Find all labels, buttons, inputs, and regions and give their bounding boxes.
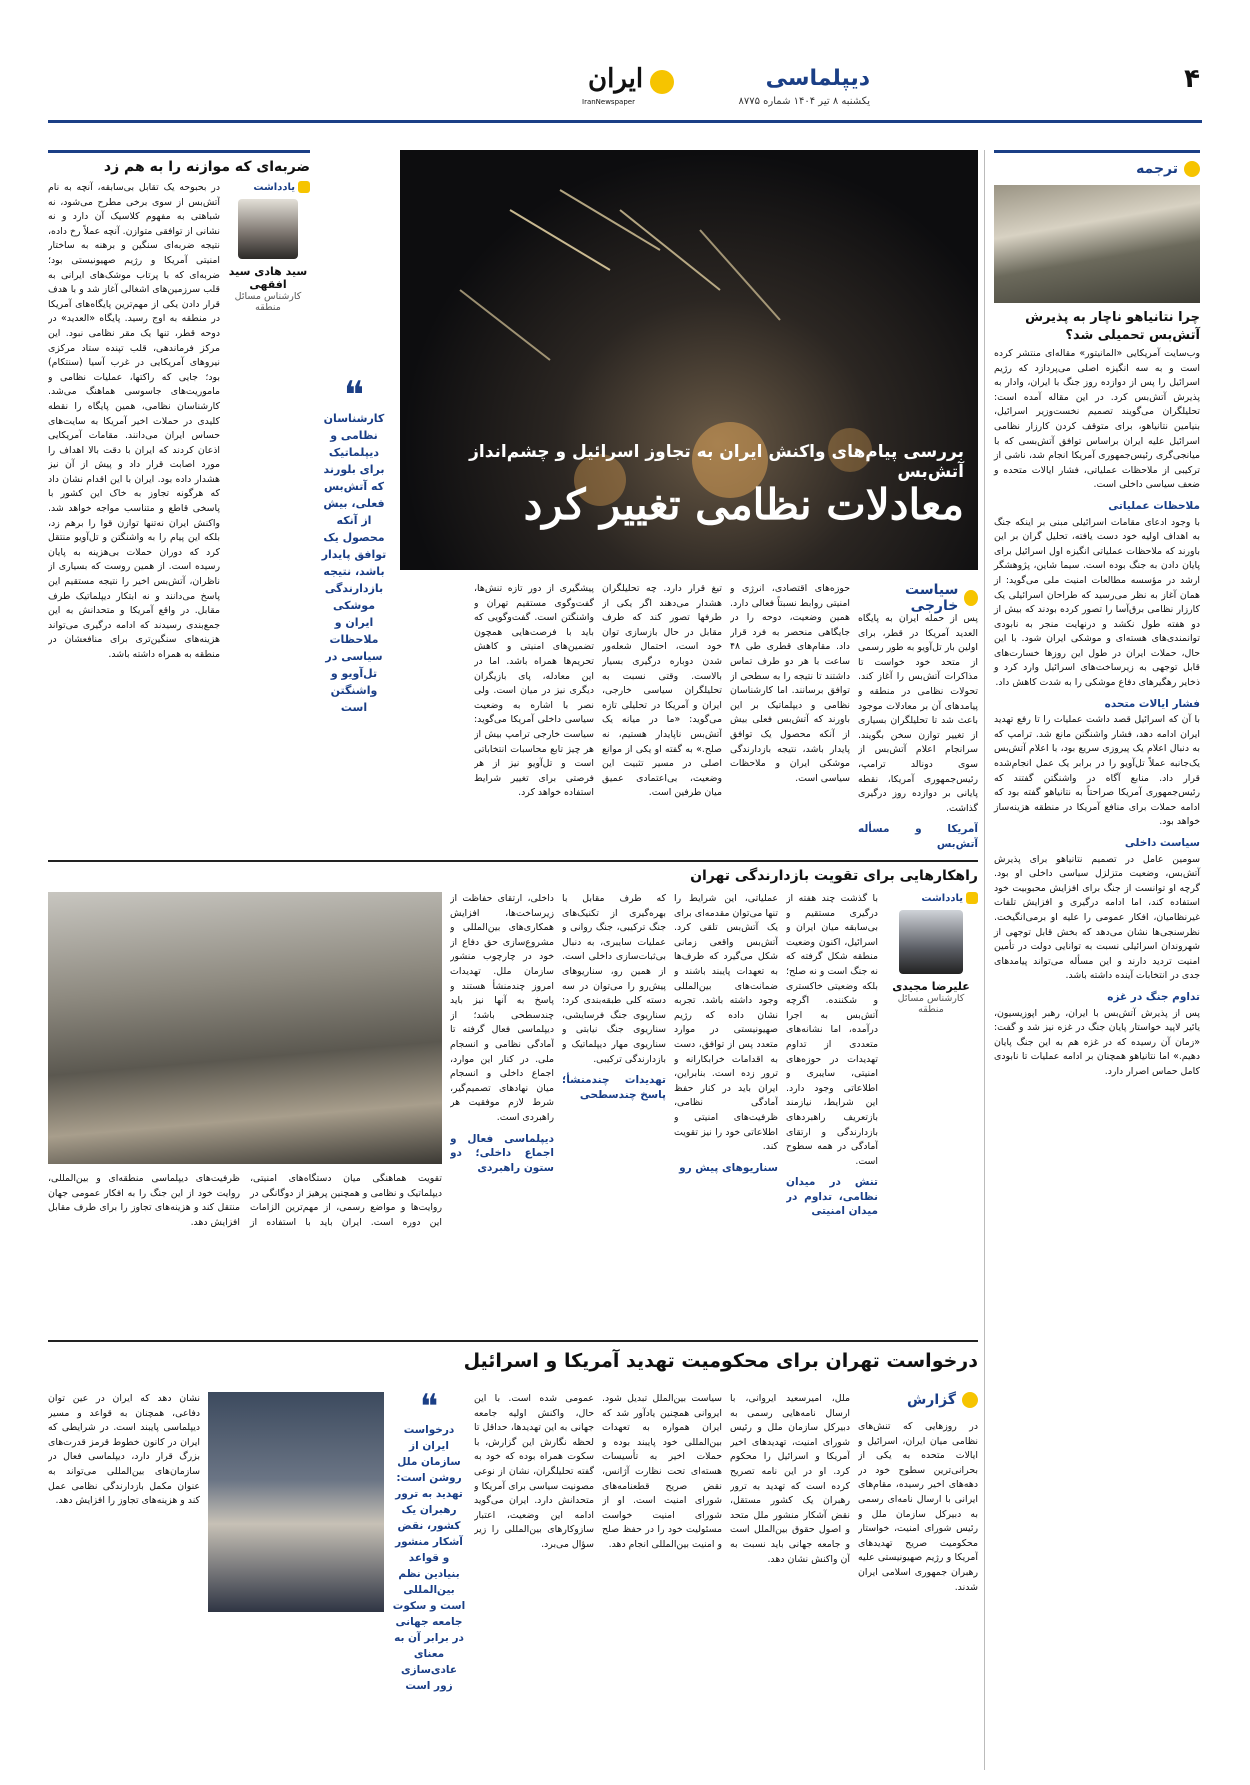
editorial-top-author: یادداشت سید هادی سید افقهی کارشناس مسائل منطقه xyxy=(226,181,310,851)
note-icon xyxy=(298,181,310,193)
editorial-top xyxy=(48,150,310,870)
avatar xyxy=(238,199,298,259)
editorial-tag: یادداشت xyxy=(884,892,978,904)
main-col-3: تیغ قرار دارد. چه تحلیلگران هشدار می‌دهند اگر یکی از طرفها تصور کند که طرف مقابل در حال بازسازی توان خود است، احتمال شعله‌ور شدن دوباره درگیری بسیار بالاست. وقتی نسبت به تحلیلگران سیاسی خارجی، ایران و آمریکا در تحلیلی تازه می‌گوید: «ما در میانه یک آتش‌بس ناپایدار هستیم، نه صلح.» به گفته او یکی از موانع اصلی در مسیر تثبیت این وضعیت، بی‌اعتمادی عمیق میان طرفین است. xyxy=(602,583,722,799)
logo xyxy=(568,64,678,110)
right-column xyxy=(994,150,1200,1770)
main-col-2: حوزه‌های اقتصادی، انرژی و امنیتی روابط نسبتاً فعالی دارد. همین وضعیت، دوحه را در جایگاهی منحصر به فرد قرار داد. مقام‌های قطری طی ۴۸ ساعت با هر دو طرف تماس داشتند تا نتیجه را به سطحی از توافق برسانند. اما کارشناسان نظامی و دیپلماتیک بر این باورند که آتش‌بس فعلی بیش از آنکه محصول یک توافق پایدار باشد، نتیجه بازدارندگی موشکی ایران و ملاحظات سیاسی است. xyxy=(730,583,850,784)
right-body: وب‌سایت آمریکایی «المانیتور» مقاله‌ای منتشر کرده است و به سه انگیزه اصلی می‌پردازد که رژیم اسرائیل را پس از دوازده روز جنگ با ایران، وادار به پذیرش آتش‌بس کرد. در این مقاله آمده است: تحلیلگران می‌گویند تصمیم نخست‌وزیر اسرائیل، بنیامین نتانیاهو، برای متوقف کردن کارزار نظامی اسرائیل علیه ایران براساس توافق آتش‌بسی که با میانجی‌گری رئیس‌جمهوری آمریکا انجام شد، ناشی از ترکیبی از ملاحظات عملیاتی، فشار ایالات متحده و ضعف سیاسی داخلی است. ملاحظات عملیاتی با وجود ادعای مقامات اسرائیلی مبنی بر اینکه جنگ به اهداف اولیه خود دست یافته، تحلیل گران بر این باورند که ملاحظات عملیاتی انگیزه اول اسرائیل برای پایان دادن به جنگ بوده است. سیما شاین، پژوهشگر ارشد در مؤسسه مطالعات امنیت ملی می‌گوید: از همان آغاز به نظر می‌رسید که طراحان اسرائیلی یک کارزار نظامی برق‌آسا را تصور کرده بودند که بیش از دو هفته طول نکشد و درنهایت منجر به نابودی توانمندی‌های هسته‌ای و موشکی ایران شود. با این حال، حملات ایران در طول این روزها خسارت‌های قابل توجهی به زیرساخت‌های اسرائیل وارد کرد و ذخایر رهگیرهای دفاع موشکی را به شدت کاهش داد. فشار ایالات متحده با آن که اسرائیل قصد داشت عملیات را تا رفع تهدید ایران ادامه دهد، فشار واشنگتن مانع شد. ترامپ که به دنبال اعلام یک پیروزی سریع بود، با اعلام آتش‌بس یک‌جانبه عملاً تل‌آویو را در برابر یک عمل انجام‌شده قرار داد. منابع آگاه در واشنگتن گفتند که رئیس‌جمهوری آمریکا صراحتاً به نتانیاهو گفته بود که ادامه حملات برای منافع آمریکا در منطقه هزینه‌ساز خواهد بود. سیاست داخلی سومین عامل در تصمیم نتانیاهو برای پذیرش آتش‌بس، وضعیت متزلزل سیاسی داخلی او بود. گرچه او توانست از جنگ برای افزایش محبوبیت خود استفاده کند، اما ادامه درگیری و افزایش تلفات غیرنظامیان، افکار عمومی را علیه او برمی‌انگیخت. نظرسنجی‌ها نشان می‌دهد که بخش قابل توجهی از شهروندان اسرائیلی نسبت به توانایی دولت در تأمین امنیت تردید دارند و این مسأله می‌تواند پیامدهای جدی در انتخابات آینده داشته باشد. تداوم جنگ در غزه پس از پذیرش آتش‌بس با ایران، رهبر اپوزیسیون، یائیر لاپید خواستار پایان جنگ در غزه نیز شد و گفت: «زمان آن رسیده که در غزه هم به این جنگ پایان دهیم.» اما نتانیاهو همچنان بر ادامه عملیات تا نابودی کامل حماس اصرار دارد. xyxy=(994,348,1200,1077)
middle-photo xyxy=(48,892,442,1164)
middle-editorial-headline: راهکارهایی برای تقویت بازدارندگی تهران xyxy=(690,868,978,884)
date-line: یکشنبه ۸ تیر ۱۴۰۴ شماره ۸۷۷۵ xyxy=(738,96,870,107)
main-pull-quote: ❝ کارشناسان نظامی و دیپلماتیک برای بلورند که آتش‌بس فعلی، بیش از آنکه محصول یک توافق پایدار باشد، نتیجه بازدارندگی موشکی ایران و ملاحظات سیاسی در تل‌آویو و واشنگتن است xyxy=(318,380,390,740)
middle-col-2: عملیاتی، این شرایط را تنها می‌توان مقدمه‌ای برای یک آتش‌بس تلقی کرد. آتش‌بس واقعی زمانی شکل می‌گیرد که طرف‌ها به تعهدات پایبند باشند و ضمانت‌های بین‌المللی وجود داشته باشد. تجربه نشان داده که رژیم صهیونیستی در موارد متعدد پس از توافق، دست به اقدامات خرابکارانه و ترور زده است. بنابراین، ایران باید در کنار حفظ آمادگی نظامی، ظرفیت‌های امنیتی و اطلاعاتی خود را نیز تقویت کند. سناریوهای پیش رو xyxy=(674,893,778,1174)
avatar xyxy=(899,910,963,974)
editorial-top-rule xyxy=(48,150,310,153)
main-photo xyxy=(400,150,978,570)
quote-icon: ❝ xyxy=(343,373,365,417)
report-photo xyxy=(208,1392,384,1612)
page-number: ۴ xyxy=(1184,64,1200,94)
report-col-3: سیاست بین‌الملل تبدیل شود. ایروانی همچنین یادآور شد که ایران همواره به تعهدات بین‌المللی خود پایبند بوده و حملات اخیر به تأسیسات هسته‌ای تحت نظارت آژانس، نقض صریح قطعنامه‌های شورای امنیت است. او از شورای امنیت خواست مسئولیت خود را در حفظ صلح و امنیت بین‌المللی انجام دهد. xyxy=(602,1393,722,1550)
editorial-top-body: در بحبوحه یک تقابل بی‌سابقه، آنچه به نام آتش‌بس از سوی برخی مطرح می‌شود، نه شباهتی به مفهوم کلاسیک آن دارد و نه نشانی از توافقی متوازن. آنچه عملاً رخ داده، نتیجه ضربه‌ای سنگین و برهنه به ساختار امنیتی آمریکا و رژیم صهیونیستی بود؛ ضربه‌ای که با پرتاب موشک‌های ایرانی به قلب سرزمین‌های اشغالی آغاز شد و با هدف قرار دادن یکی از مهم‌ترین پایگاه‌های آمریکا در منطقه به اوج رسید. پایگاه «العدید» در دوحه قطر، تنها یک مقر نظامی نبود. این مرکز فرماندهی، قلب تپنده ستاد مرکزی نیروهای آمریکایی در غرب آسیا (سنتکام) بود؛ جایی که راکتها، عملیات نظامی و ماموریت‌های جاسوسی هماهنگ می‌شد. کارشناسان نظامی، همین پایگاه را نقطه کلیدی در حملات اخیر آمریکا به سایت‌های حساس ایران می‌دانند. مقامات آمریکایی اذعان کردند که ایران با دقت بالا اهداف را مورد اصابت قرار داد و پیش از آن نیز هشدار داده بود. ایران با این اقدام نشان داد که هرگونه تجاوز به خاک این کشور با پاسخی قاطع و متناسب مواجه خواهد شد. واکنش ایران نه‌تنها توازن قوا را برهم زد، بلکه این پیام را به واشنگتن و تل‌آویو منتقل کرد که دوران حملات بی‌هزینه به پایان رسیده است. از همین روست که بسیاری از ناظران، آتش‌بس اخیر را نتیجه مستقیم این پاسخ می‌دانند و نه ابتکار دیپلماتیک طرف مقابل. در واقع آمریکا و متحدانش به این جمع‌بندی رسیدند که ادامه درگیری می‌تواند هزینه‌های سنگین‌تری برای منافعشان در منطقه به همراه داشته باشد. xyxy=(48,182,220,660)
main-col-4: پیشگیری از دور تازه تنش‌ها، گفت‌وگوی مستقیم تهران و واشنگتن است. گفت‌وگویی که باید با فرصت‌هایی همچون تضمین‌های امنیتی و کاهش تحریم‌ها همراه باشد. اما در این معادله، پای بازیگران دیگری نیز در میان است. ولی نصر با اشاره به وضعیت سیاسی داخلی آمریکا می‌گوید: سیاست خارجی ترامپ بیش از هر چیز تابع محاسبات انتخاباتی است و تل‌آویو نیز از هر فرصتی برای تغییر شرایط استفاده خواهد کرد. xyxy=(474,583,594,799)
logo-subtext: IranNewspaper xyxy=(582,98,635,106)
report-section-tag: گزارش xyxy=(898,1392,978,1408)
page-header xyxy=(48,62,1200,114)
section-title: دیپلماسی xyxy=(765,66,870,91)
section-tag-translation: ترجمه xyxy=(994,161,1200,177)
right-headline: چرا نتانیاهو ناچار به پذیرش آتش‌بس تحمیلی شد؟ xyxy=(1025,310,1200,343)
main-section-tag: سیاست خارجی xyxy=(868,582,978,614)
right-photo xyxy=(994,185,1200,303)
column-divider xyxy=(984,150,985,1770)
main-col-1: پس از حمله ایران به پایگاه العدید آمریکا در قطر، برای اولین بار تل‌آویو به طور رسمی از متحد خود خواست تا مذاکرات آتش‌بس را آغاز کند. تحولات نظامی در منطقه و پیامدهای آن بر معادلات موجود باعث شد تا تحلیلگران بسیاری از تغییر توازن سخن بگویند. سرانجام اعلام آتش‌بس از سوی دونالد ترامپ، رئیس‌جمهوری آمریکا، نقطه پایانی بر دوازده روز درگیری گذاشت. آمریکا و مسأله آتش‌بس xyxy=(858,613,978,850)
report-col-2: ملل، امیرسعید ایروانی، با ارسال نامه‌هایی رسمی به دبیرکل سازمان ملل و رئیس شورای امنیت، تهدیدهای اخیر آمریکا و اسرائیل را محکوم کرد. او در این نامه تصریح کرده است که تهدید به ترور رهبران یک کشور مستقل، نقض آشکار منشور ملل متحد و اصول حقوق بین‌الملل است و جامعه جهانی باید نسبت به آن واکنش نشان دهد. xyxy=(730,1393,850,1565)
report-headline: درخواست تهران برای محکومیت تهدید آمریکا و اسرائیل xyxy=(463,1350,978,1372)
section-dot-icon xyxy=(964,590,978,606)
report-rule xyxy=(48,1340,978,1342)
middle-col-5: تقویت هماهنگی میان دستگاه‌های امنیتی، دیپلماتیک و نظامی و همچنین پرهیز از دوگانگی در روایت‌ها و مواضع رسمی، از مهم‌ترین الزامات این دوره است. ایران باید با استفاده از ظرفیت‌های دیپلماسی منطقه‌ای و بین‌المللی، روایت خود از این جنگ را به افکار عمومی جهان منتقل کند و هزینه‌های تجاوز را برای طرف مقابل افزایش دهد. xyxy=(48,1173,442,1228)
middle-col-4: داخلی، ارتقای حفاظت از زیرساخت‌ها، افزایش همکاری‌های بین‌المللی و مشروع‌سازی حق دفاع از خود در چارچوب منشور سازمان ملل. تهدیدات امروز چندمنشأ هستند و پاسخ به آنها نیز باید چندسطحی باشد؛ از دیپلماسی فعال گرفته تا آمادگی نظامی و انسجام ملی. در کنار این موارد، اجماع داخلی و انسجام میان نهادهای تصمیم‌گیر، شرط لازم موفقیت هر راهبردی است. دیپلماسی فعال و اجماع داخلی؛ دو ستون راهبردی xyxy=(450,893,554,1174)
report-col-1: در روزهایی که تنش‌های نظامی میان ایران، اسرائیل و ایالات متحده به یکی از بحرانی‌ترین سطوح خود در دهه‌های اخیر رسیده، مقام‌های ایرانی با ارسال نامه‌ای رسمی به دبیرکل سازمان ملل و رئیس شورای امنیت، خواستار محکومیت صریح تهدیدهای آمریکا و رژیم صهیونیستی علیه رهبران جمهوری اسلامی ایران شدند. xyxy=(858,1421,978,1593)
report-col-5: نشان دهد که ایران در عین توان دفاعی، همچنان به قواعد و مسیر دیپلماسی پایبند است. در شرایطی که ایران در کانون خطوط قرمز قدرت‌های بزرگ قرار دارد، دیپلماسی فعال در سازمان‌های بین‌المللی می‌تواند به عنوان مکمل بازدارندگی نظامی عمل کند و هزینه‌های تجاوز را افزایش دهد. xyxy=(48,1393,200,1507)
section-dot-icon xyxy=(1184,161,1200,177)
middle-rule xyxy=(48,860,978,862)
logo-text: ایران xyxy=(588,64,644,94)
editorial-tag: یادداشت xyxy=(226,181,310,193)
editorial-top-headline: ضربه‌ای که موازنه را به هم زد xyxy=(103,159,310,175)
middle-col-1: با گذشت چند هفته از درگیری مستقیم و بی‌سابقه میان ایران و اسرائیل، اکنون وضعیت منطقه شکل گرفته که نه جنگ است و نه صلح؛ بلکه وضعیتی خاکستری و شکننده. اگرچه آتش‌بس به اجرا درآمده، اما نشانه‌های متعددی از تداوم تهدیدات در حوزه‌های امنیتی، سایبری و اطلاعاتی وجود دارد. این شرایط، نیازمند بازتعریف راهبردهای بازدارندگی و ارتقای آمادگی در همه سطوح است. تنش در میدان نظامی، تداوم در میدان امنیتی xyxy=(786,893,878,1218)
logo-sun-icon xyxy=(650,70,674,94)
right-top-rule xyxy=(994,150,1200,153)
middle-author: یادداشت علیرضا مجیدی کارشناس مسائل منطقه xyxy=(884,892,978,1015)
main-headline: معادلات نظامی تغییر کرد xyxy=(523,480,964,529)
section-dot-icon xyxy=(962,1392,978,1408)
main-kicker: بررسی پیام‌های واکنش ایران به تجاوز اسرائیل و چشم‌انداز آتش‌بس xyxy=(469,442,964,482)
note-icon xyxy=(966,892,978,904)
report-col-4: عمومی شده است. با این حال، واکنش اولیه جامعه جهانی به این تهدیدها، حداقل تا لحظه نگارش این گزارش، با سکوت همراه بوده که خود به گفته تحلیلگران، نشان از نوعی مصونیت سیاسی برای آمریکا و متحدانش دارد. ایران می‌گوید ادامه این وضعیت، اعتبار سازوکارهای بین‌المللی را زیر سؤال می‌برد. xyxy=(474,1393,594,1550)
middle-col-3: که طرف مقابل با بهره‌گیری از تکنیک‌های جنگ ترکیبی، جنگ روانی و عملیات سایبری، به دنبال بی‌ثبات‌سازی داخلی است. از همین رو، سناریوهای پیش‌رو را می‌توان در سه دسته کلی طبقه‌بندی کرد: سناریوی جنگ فرسایشی، سناریوی جنگ نیابتی و سناریوی مهار دیپلماتیک و بازدارندگی ترکیبی. تهدیدات چندمنشأ؛ پاسخ چندسطحی xyxy=(562,893,666,1101)
quote-icon: ❝ xyxy=(419,1392,439,1427)
header-rule xyxy=(48,120,1202,123)
report-pull-quote: ❝ درخواست ایران از سازمان ملل روشن است: تهدید به ترور رهبران یک کشور، نقض آشکار منشور و قواعد بنیادین نظم بین‌المللی است و سکوت جامعه جهانی در برابر آن به معنای عادی‌سازی زور است xyxy=(392,1392,466,1692)
